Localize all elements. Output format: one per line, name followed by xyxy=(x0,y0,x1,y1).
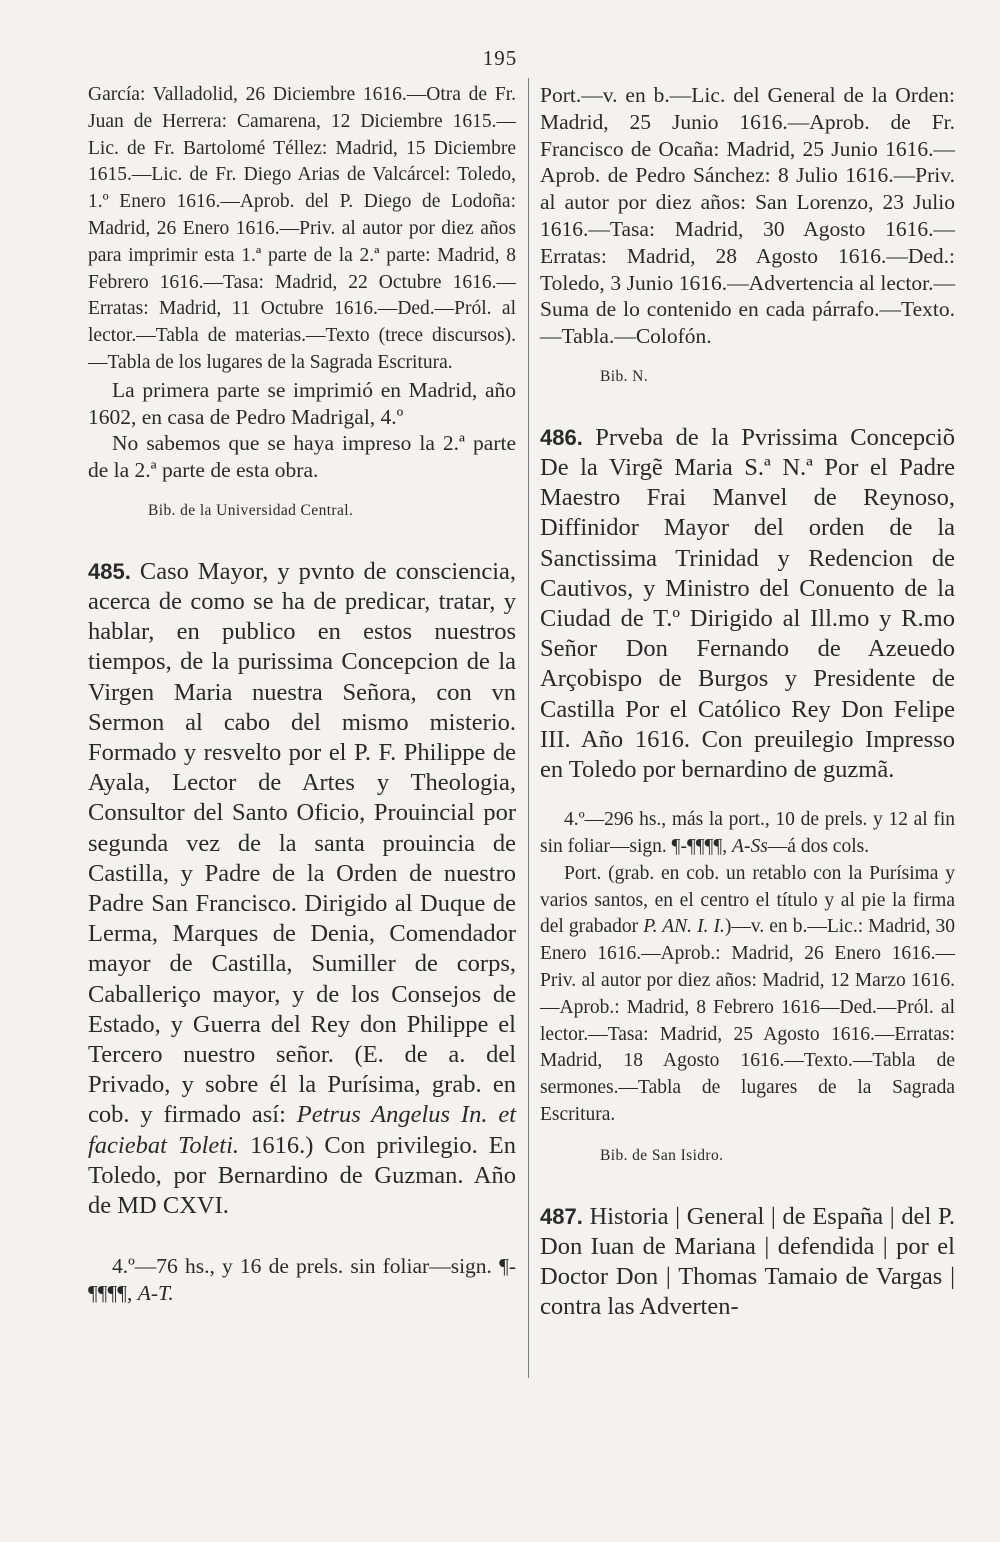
entry-text: Prveba de la Pvrissima Concepciõ De la Virgẽ Maria S.ª N.ª Por el Padre Maestro Frai Manvel de Reynoso, Diffinidor Mayor del orden de la Sanctissima Trinidad y Redencion de Cautivos, y Ministro del Conuento de la Ciudad de T.º Dirigido al Ill.mo y R.mo Señor Don Fernando de Azeuedo Arçobispo de Burgos y Presidente de Castilla Por el Católico Rey Don Felipe III. Año 1616. Con preuilegio Impresso en Toledo por bernardino de guzmã. xyxy=(540,423,956,783)
collation-signature: A-Ss xyxy=(732,836,768,857)
library-reference: Bib. de la Universidad Central. xyxy=(148,501,354,519)
collation-text: 4.º—296 hs., más la port., 10 de prels. y 12 al fin sin foliar—sign. ¶-¶¶¶¶, xyxy=(540,809,955,857)
entry-485 xyxy=(88,557,516,1221)
continued-paragraph: García: Valladolid, 26 Diciembre 1616.—Otra de Fr. Juan de Herrera: Camarena, 12 Diciembre 1615.—Lic. de Fr. Bartolomé Téllez: Madrid, 15 Diciembre 1615.—Lic. de Fr. Diego Arias de Valcárcel: Toledo, 1.º Enero 1616.—Aprob. del P. Diego de Lodoña: Madrid, 26 Enero 1616.—Priv. al autor por diez años para imprimir esta 1.ª parte de la 2.ª parte: Madrid, 8 Febrero 1616.—Tasa: Madrid, 22 Octubre 1616.—Erratas: Madrid, 11 Octubre 1616.—Ded.—Pról. al lector.—Tabla de materias.—Texto (trece discursos).—Tabla de los lugares de la Sagrada Escritura. xyxy=(88,84,516,373)
library-reference: Bib. de San Isidro. xyxy=(600,1146,724,1164)
left-column xyxy=(88,82,516,1307)
engraver-initials: P. AN. I. I. xyxy=(643,916,725,938)
page-number: 195 xyxy=(482,46,518,70)
collation-text: 4.º—76 hs., y 16 de prels. sin foliar—sign. ¶-¶¶¶¶, xyxy=(88,1254,516,1306)
collation-signature: A-T. xyxy=(137,1281,174,1306)
right-column xyxy=(540,82,955,1322)
collation xyxy=(88,1253,516,1307)
entry-number: 485. xyxy=(88,558,131,584)
library-reference: Bib. N. xyxy=(600,367,649,385)
entry-486 xyxy=(540,423,955,785)
continued-paragraph: Port.—v. en b.—Lic. del General de la Orden: Madrid, 25 Junio 1616.—Aprob. de Fr. Francisco de Ocaña: Madrid, 25 Junio 1616.—Aprob. de Pedro Sánchez: 8 Julio 1616.—Priv. al autor por diez años: San Lorenzo, 23 Julio 1616.—Tasa: Madrid, 30 Agosto 1616.—Erratas: Madrid, 28 Agosto 1616.—Ded.: Toledo, 3 Junio 1616.—Advertencia al lector.—Suma de lo contenido en cada párrafo.—Texto.—Tabla.—Colofón. xyxy=(540,83,955,349)
entry-number: 486. xyxy=(540,424,583,450)
note-paragraph: No sabemos que se haya impreso la 2.ª parte de la 2.ª parte de esta obra. xyxy=(88,431,516,483)
portada-text-continued: )—v. en b.—Lic.: Madrid, 30 Enero 1616.—Aprob.: Madrid, 26 Enero 1616.—Priv. al autor por diez años: Madrid, 12 Marzo 1616.—Aprob.: Madrid, 8 Febrero 1616—Ded.—Pról. al lector.—Tasa: Madrid, 25 Agosto 1616.—Erratas: Madrid, 18 Agosto 1616.—Texto.—Tabla de sermones.—Tabla de lugares de la Sagrada Escritura. xyxy=(540,916,956,1125)
entry-text: Historia | General | de España | del P. Don Iuan de Mariana | defendida | por el Doctor Don | Thomas Tamaio de Vargas | contra las Adverten- xyxy=(540,1202,955,1321)
note-paragraph: La primera parte se imprimió en Madrid, año 1602, en casa de Pedro Madrigal, 4.º xyxy=(88,377,516,429)
collation xyxy=(540,807,955,861)
entry-number: 487. xyxy=(540,1203,583,1229)
entry-487 xyxy=(540,1202,955,1323)
portada-text: Port. (grab. en cob. un retablo con la Purísima y varios santos, en el centro el título y al pie la firma del grabador xyxy=(540,862,955,938)
column-divider xyxy=(528,78,529,1378)
collation-tail: —á dos cols. xyxy=(767,836,870,857)
portada-description xyxy=(540,861,955,1129)
engraver-signature: Petrus Angelus In. et faciebat Toleti. xyxy=(88,1101,517,1159)
entry-text-continued: 1616.) Con privilegio. En Toledo, por Bernardino de Guzman. Año de MD CXVI. xyxy=(88,1131,516,1220)
entry-text: Caso Mayor, y pvnto de consciencia, acerca de como se ha de predicar, tratar, y hablar, en publico en estos nuestros tiempos, de la purissima Concepcion de la Virgen Maria nuestra Señora, con vn Sermon al cabo del mismo misterio. Formado y resvelto por el P. F. Philippe de Ayala, Lector de Artes y Theologia, Consultor del Santo Oficio, Prouincial por segunda vez de la santa prouincia de Castilla, y Padre de la Orden de nuestro Padre San Francisco. Dirigido al Duque de Lerma, Marques de Denia, Comendador mayor de Castilla, Sumiller de corps, Caballeriço mayor, y de los Consejos de Estado, y Guerra del Rey don Philippe el Tercero nuestro señor. (E. de a. del Privado, y sobre él la Purísima, grab. en cob. y firmado así: xyxy=(88,557,517,1129)
